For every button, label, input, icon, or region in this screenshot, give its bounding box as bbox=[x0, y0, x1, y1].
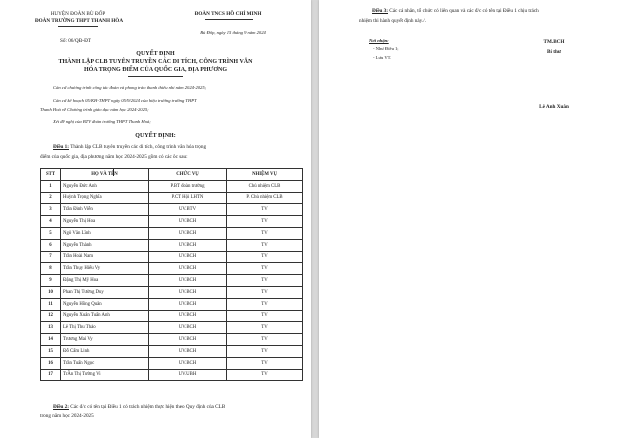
column-header-duty: NHIỆM VỤ bbox=[227, 169, 303, 181]
member-duty: P. Chủ nhiệm CLB bbox=[227, 192, 303, 204]
table-row bbox=[41, 263, 303, 275]
member-duty: TV bbox=[227, 322, 303, 334]
article-1-label: Điều 1: bbox=[53, 144, 69, 150]
table-row bbox=[41, 251, 303, 263]
member-position: UV.BCH bbox=[149, 345, 227, 357]
article-3-text1: Các cá nhân, tổ chức có liên quan và các đ/c có tên tại Điều 1 chịu trách bbox=[388, 8, 539, 14]
row-number: 5 bbox=[41, 227, 61, 239]
row-number: 8 bbox=[41, 263, 61, 275]
row-number: 4 bbox=[41, 216, 61, 228]
union-name: ĐOÀN TNCS HỒ CHÍ MINH bbox=[194, 11, 262, 17]
row-number: 11 bbox=[41, 298, 61, 310]
article-1-line1 bbox=[53, 145, 206, 150]
document-title: QUYẾT ĐỊNH bbox=[136, 51, 175, 57]
member-duty: TV bbox=[227, 345, 303, 357]
member-duty: TV bbox=[227, 298, 303, 310]
row-number: 9 bbox=[41, 275, 61, 287]
row-number: 6 bbox=[41, 239, 61, 251]
table-row bbox=[41, 357, 303, 369]
member-position: UV.UBH bbox=[149, 369, 227, 381]
row-number: 14 bbox=[41, 334, 61, 346]
member-duty: TV bbox=[227, 334, 303, 346]
members-table bbox=[40, 168, 303, 381]
member-duty: TV bbox=[227, 357, 303, 369]
row-number: 3 bbox=[41, 204, 61, 216]
member-name: Phan Thị Tường Duy bbox=[61, 286, 149, 298]
row-number: 2 bbox=[41, 192, 61, 204]
member-name: Nguyễn Xuân Tuấn Anh bbox=[61, 310, 149, 322]
member-name: Huỳnh Trọng Nghĩa bbox=[61, 192, 149, 204]
member-position: UV.BCH bbox=[149, 251, 227, 263]
text-cursor bbox=[113, 169, 114, 176]
basis-paragraph-2a: Căn cứ kế hoạch 05/KH-THPT ngày 05/9/2024 của hiệu trưởng trường THPT bbox=[53, 98, 197, 103]
table-header-row bbox=[41, 169, 303, 181]
member-duty: TV bbox=[227, 275, 303, 287]
article-2-line1 bbox=[53, 405, 225, 410]
table-row bbox=[41, 192, 303, 204]
member-duty: TV bbox=[227, 239, 303, 251]
member-name: Trần Hoài Nam bbox=[61, 251, 149, 263]
member-name: Trần Tuấn Ngọc bbox=[61, 357, 149, 369]
member-position: UV.BCH bbox=[149, 286, 227, 298]
issuer-school: ĐOÀN TRƯỜNG THPT THANH HÒA bbox=[34, 18, 124, 24]
member-position: P.BT đoàn trường bbox=[149, 180, 227, 192]
table-row bbox=[41, 275, 303, 287]
row-number: 17 bbox=[41, 369, 61, 381]
member-position: P.CT Hội LHTN bbox=[149, 192, 227, 204]
column-header-position: CHỨC VỤ bbox=[149, 169, 227, 181]
signature-org: TM.BCH bbox=[543, 39, 565, 45]
member-name: Trương Mai Vy bbox=[61, 334, 149, 346]
table-row bbox=[41, 369, 303, 381]
document-subtitle-line1: THÀNH LẬP CLB TUYÊN TRUYỀN CÁC DI TÍCH, CÔNG TRÌNH VĂN bbox=[58, 59, 253, 65]
member-duty: TV bbox=[227, 369, 303, 381]
member-position: UV.BCH bbox=[149, 357, 227, 369]
table-row bbox=[41, 334, 303, 346]
row-number: 1 bbox=[41, 180, 61, 192]
signature-role: Bí thư bbox=[547, 49, 561, 55]
row-number: 12 bbox=[41, 310, 61, 322]
table-row bbox=[41, 345, 303, 357]
header-rule-left bbox=[58, 26, 98, 27]
basis-paragraph-2b: Thanh Hoà về Chương trình giáo dục năm học 2024-2025; bbox=[40, 107, 149, 112]
table-row bbox=[41, 204, 303, 216]
column-header-stt: STT bbox=[41, 169, 61, 181]
member-duty: Chủ nhiệm CLB bbox=[227, 180, 303, 192]
article-2-text1: Các đ/c có tên tại Điều 1 có trách nhiệm thực hiện theo Quy định của CLB bbox=[69, 404, 226, 410]
member-duty: TV bbox=[227, 227, 303, 239]
members-table-body bbox=[41, 180, 303, 381]
table-row bbox=[41, 286, 303, 298]
member-position: UV.BCH bbox=[149, 227, 227, 239]
member-name: Trần Thụy Hiểu Vy bbox=[61, 263, 149, 275]
member-name: Nguyễn Hồng Quân bbox=[61, 298, 149, 310]
member-duty: TV bbox=[227, 251, 303, 263]
article-2-line2: trong năm học 2024-2025 bbox=[40, 413, 94, 419]
member-name: Nguyễn Đức Anh bbox=[61, 180, 149, 192]
row-number: 16 bbox=[41, 357, 61, 369]
article-1-text1: Thành lập CLB tuyên truyền các di tích, công trình văn hóa trọng bbox=[69, 144, 207, 150]
member-duty: TV bbox=[227, 263, 303, 275]
table-row bbox=[41, 310, 303, 322]
member-name: Ngô Văn Lĩnh bbox=[61, 227, 149, 239]
row-number: 10 bbox=[41, 286, 61, 298]
article-3-label: Điều 3: bbox=[372, 8, 388, 14]
member-name: Đỗ Cẩm Linh bbox=[61, 345, 149, 357]
recipients-label: Nơi nhận: bbox=[369, 38, 389, 43]
basis-paragraph-3: Xét đề nghị của BTV đoàn trường THPT Thanh Hoà; bbox=[53, 119, 151, 124]
signature-name: Lê Anh Xuân bbox=[539, 104, 569, 110]
member-duty: TV bbox=[227, 216, 303, 228]
issuer-district: HUYỆN ĐOÀN BÙ ĐỐP bbox=[50, 11, 106, 17]
member-name: Lê Thị Thu Thảo bbox=[61, 322, 149, 334]
member-position: UV.BCH bbox=[149, 216, 227, 228]
document-page-1 bbox=[0, 0, 311, 438]
member-position: UV.BCH bbox=[149, 275, 227, 287]
member-position: UV.BCH bbox=[149, 263, 227, 275]
recipient-item-2: - Lưu VT. bbox=[373, 55, 392, 60]
document-subtitle-line2: HÓA TRỌNG ĐIỂM CỦA QUỐC GIA, ĐỊA PHƯƠNG bbox=[83, 67, 227, 73]
member-position: UV.BCH bbox=[149, 322, 227, 334]
article-3-line1 bbox=[372, 9, 539, 14]
member-duty: TV bbox=[227, 286, 303, 298]
decide-heading: QUYẾT ĐỊNH: bbox=[135, 133, 176, 139]
member-position: UV.BCH bbox=[149, 310, 227, 322]
document-page-2 bbox=[319, 0, 639, 438]
table-row bbox=[41, 227, 303, 239]
member-position: UV.BCH bbox=[149, 298, 227, 310]
article-2-label: Điều 2: bbox=[53, 404, 69, 410]
member-name: Đặng Thị Mỹ Hoa bbox=[61, 275, 149, 287]
table-row bbox=[41, 322, 303, 334]
column-header-name: HỌ VÀ TÊN bbox=[61, 169, 149, 181]
member-name: TrẦn Thị Tường Vi bbox=[61, 369, 149, 381]
member-position: UV.BTV bbox=[149, 204, 227, 216]
table-row bbox=[41, 298, 303, 310]
member-position: UV.BCH bbox=[149, 239, 227, 251]
recipient-item-1: - Như Điều 1; bbox=[373, 46, 399, 51]
table-row bbox=[41, 216, 303, 228]
member-name: Nguyễn Thị Hoa bbox=[61, 216, 149, 228]
article-1-line2: điểm của quốc gia, địa phương năm học 2024-2025 gồm có các ôc sau: bbox=[40, 154, 188, 160]
decision-number: Số: 06/QĐ-ĐT bbox=[60, 38, 91, 44]
article-3-line2: nhiệm thi hành quyết định này./. bbox=[359, 18, 426, 24]
issue-date: Bù Đốp, ngày 15 tháng 9 năm 2024 bbox=[200, 30, 266, 35]
member-duty: TV bbox=[227, 310, 303, 322]
row-number: 7 bbox=[41, 251, 61, 263]
row-number: 13 bbox=[41, 322, 61, 334]
table-row bbox=[41, 239, 303, 251]
title-rule bbox=[128, 76, 183, 77]
member-name: Nguyễn Thành bbox=[61, 239, 149, 251]
basis-paragraph-1: Căn cứ chương trình công tác đoàn và phong trào thanh thiếu nhi năm 2024-2025; bbox=[53, 85, 207, 90]
member-position: UV.BCH bbox=[149, 334, 227, 346]
header-rule-right bbox=[205, 19, 253, 20]
row-number: 15 bbox=[41, 345, 61, 357]
member-name: Trần Đình Viễn bbox=[61, 204, 149, 216]
table-row bbox=[41, 180, 303, 192]
member-duty: TV bbox=[227, 204, 303, 216]
